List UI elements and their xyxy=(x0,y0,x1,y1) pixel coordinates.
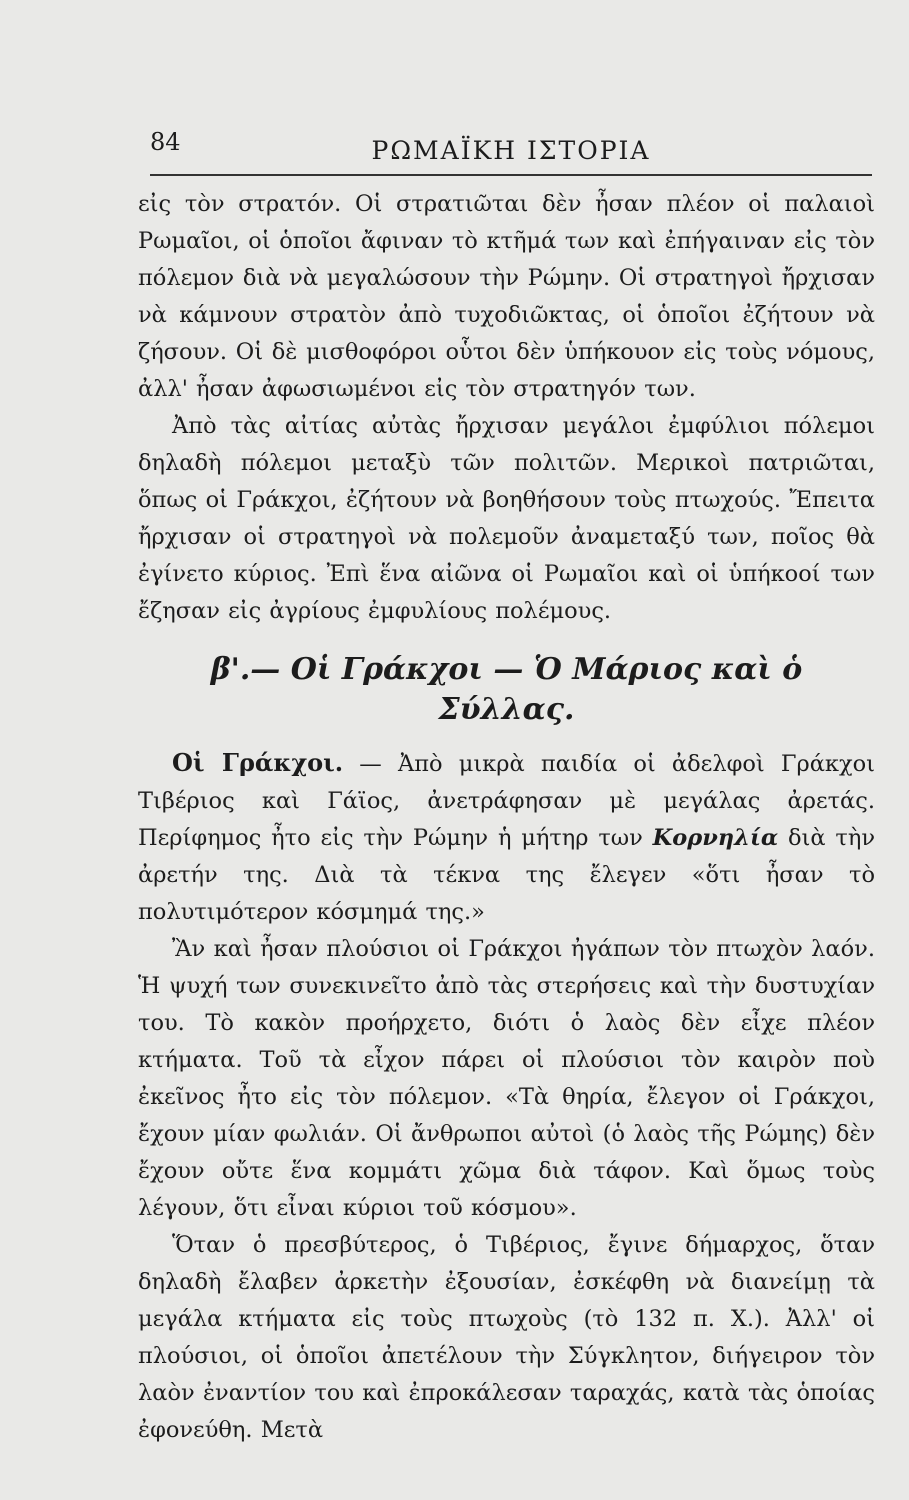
paragraph-4: Ἂν καὶ ἦσαν πλούσιοι οἱ Γράκχοι ἠγάπων τὸν πτωχὸν λαόν. Ἡ ψυχή των συνεκινεῖτο ἀπὸ τὰς στερήσεις καὶ τὴν δυστυχίαν του. Τὸ κακὸν προήρχετο, διότι ὁ λαὸς δὲν εἶχε πλέον κτήματα. Τοῦ τὰ εἶχον πάρει οἱ πλούσιοι τὸν καιρὸν ποὺ ἐκεῖνος ἦτο εἰς τὸν πόλεμον. «Τὰ θηρία, ἔλεγον οἱ Γράκχοι, ἔχουν μίαν φωλιάν. Οἱ ἄνθρωποι αὐτοὶ (ὁ λαὸς τῆς Ρώμης) δὲν ἔχουν οὔτε ἕνα κομμάτι χῶμα διὰ τάφον. Καὶ ὅμως τοὺς λέγουν, ὅτι εἶναι κύριοι τοῦ κόσμου». xyxy=(138,936,875,1221)
section-heading: β'.— Οἱ Γράκχοι — Ὁ Μάριος καὶ ὁ Σύλλας. xyxy=(210,652,803,727)
page-header xyxy=(150,122,872,176)
running-title: ΡΩΜΑΪΚΗ ΙΣΤΟΡΙΑ xyxy=(371,136,651,165)
paragraph-3 xyxy=(138,744,875,931)
paragraph-5: Ὅταν ὁ πρεσβύτερος, ὁ Τιβέριος, ἔγινε δήμαρχος, ὅταν δηλαδὴ ἔλαβεν ἀρκετὴν ἐξουσίαν, ἐσκέφθη νὰ διανείμῃ τὰ μεγάλα κτήματα εἰς τοὺς πτωχοὺς (τὸ 132 π. Χ.). Ἀλλ' οἱ πλούσιοι, οἱ ὁποῖοι ἀπετέλουν τὴν Σύγκλητον, διήγειρον τὸν λαὸν ἐναντίον του καὶ ἐπροκάλεσαν ταραχάς, κατὰ τὰς ὁποίας ἐφονεύθη. Μετὰ xyxy=(138,1232,875,1443)
page-number: 84 xyxy=(150,128,181,156)
paragraph-2: Ἀπὸ τὰς αἰτίας αὐτὰς ἤρχισαν μεγάλοι ἐμφύλιοι πόλεμοι δηλαδὴ πόλεμοι μεταξὺ τῶν πολιτῶν. Μερικοὶ πατριῶται, ὅπως οἱ Γράκχοι, ἐζήτουν νὰ βοηθήσουν τοὺς πτωχούς. Ἔπειτα ἤρχισαν οἱ στρατηγοὶ νὰ πολεμοῦν ἀναμεταξύ των, ποῖος θὰ ἐγίνετο κύριος. Ἐπὶ ἕνα αἰῶνα οἱ Ρωμαῖοι καὶ οἱ ὑπήκοοί των ἔζησαν εἰς ἀγρίους ἐμφυλίους πολέμους. xyxy=(138,413,875,624)
emphasized-name: Κορνηλία xyxy=(652,825,779,851)
page-body xyxy=(138,186,875,1449)
paragraph-3-text-a: — Ἀπὸ μικρὰ παιδία οἱ ἀδελφοὶ Γράκχοι Τιβέριος καὶ Γάϊος, ἀνετράφησαν μὲ μεγάλας ἀρετάς. Περίφημος ἦτο εἰς τὴν Ρώμην ἡ μήτηρ των xyxy=(138,751,875,851)
paragraph-1: εἰς τὸν στρατόν. Οἱ στρατιῶται δὲν ἦσαν πλέον οἱ παλαιοὶ Ρωμαῖοι, οἱ ὁποῖοι ἄφιναν τὸ κτῆμά των καὶ ἐπήγαιναν εἰς τὸν πόλεμον διὰ νὰ μεγαλώσουν τὴν Ρώμην. Οἱ στρατηγοὶ ἤρχισαν νὰ κάμνουν στρατὸν ἀπὸ τυχοδιῶκτας, οἱ ὁποῖοι ἐζήτουν νὰ ζήσουν. Οἱ δὲ μισθοφόροι οὗτοι δὲν ὑπήκουον εἰς τοὺς νόμους, ἀλλ' ἦσαν ἀφωσιωμένοι εἰς τὸν στρατηγόν των. xyxy=(138,191,875,402)
run-in-heading: Οἱ Γράκχοι. xyxy=(172,748,344,777)
paragraph-3-text-b: διὰ τὴν ἀρετήν της. Διὰ τὰ τέκνα της ἔλεγεν «ὅτι ἦσαν τὸ πολυτιμότερον κόσμημά της.» xyxy=(138,825,875,925)
